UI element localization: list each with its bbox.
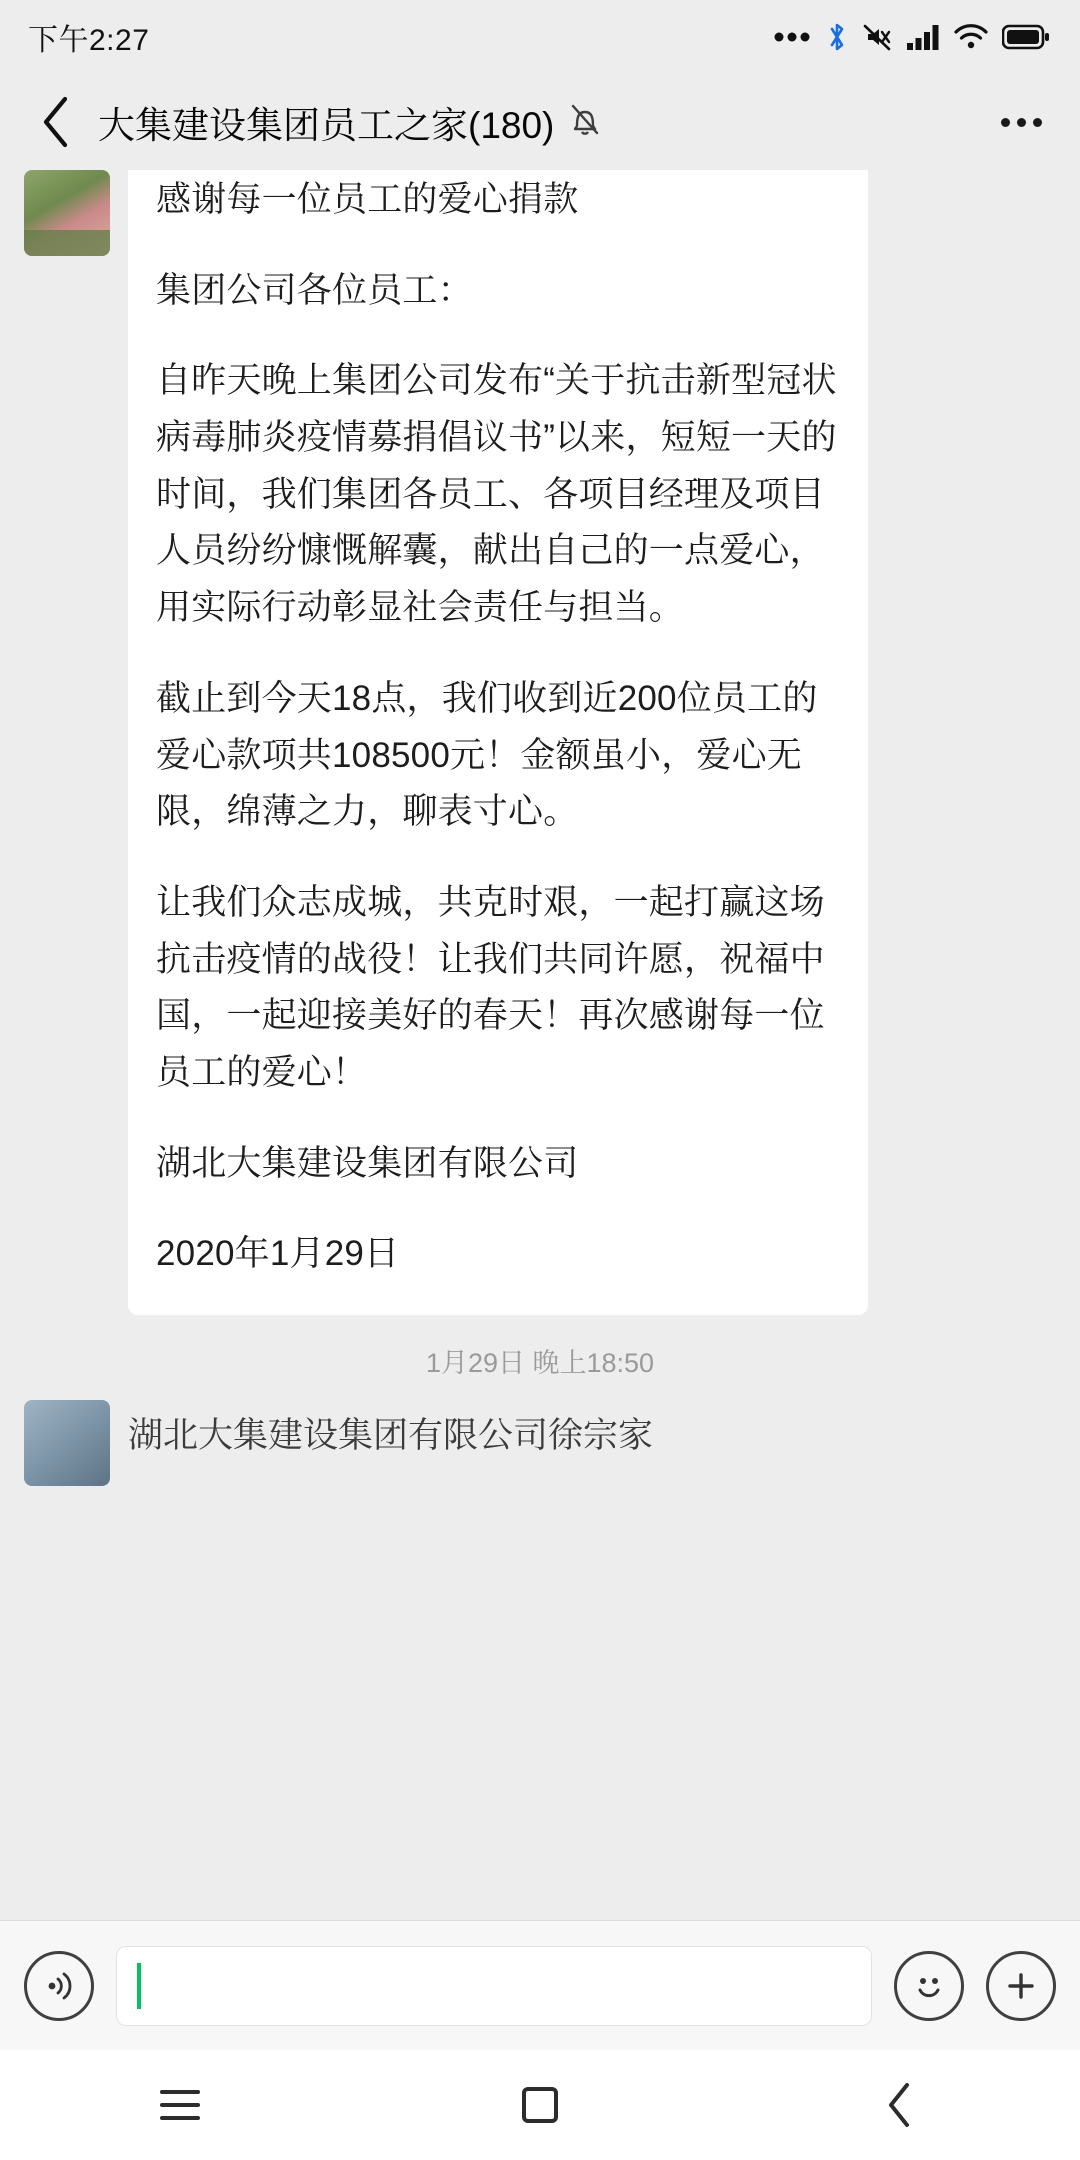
message-timestamp: 1月29日 晚上18:50 [425,1348,655,1378]
avatar[interactable] [24,1400,110,1486]
recents-button[interactable] [120,2050,240,2160]
system-back-button[interactable] [840,2050,960,2160]
battery-icon [1002,24,1050,50]
more-options-button[interactable] [990,94,1052,150]
plus-icon [1001,1966,1041,2006]
message-paragraph: 让我们众志成城，共克时艰，一起打赢这场抗击疫情的战役！让我们共同许愿，祝福中国，一起迎接美好的春天！再次感谢每一位员工的爱心！ [156,882,825,1092]
voice-input-button[interactable] [24,1951,94,2021]
signal-icon [906,23,940,51]
message-item[interactable] [24,1400,1056,1486]
message-item[interactable] [24,170,1056,1315]
bell-muted-icon [568,102,602,143]
more-horizontal-icon [1033,118,1042,127]
back-button[interactable] [28,94,84,150]
page-title: 大集建设集团员工之家(180) [98,105,555,146]
chevron-left-icon [39,95,73,149]
mute-icon [862,22,892,52]
message-list[interactable] [0,170,1080,1920]
title-bar [0,74,1080,170]
more-horizontal-icon [1001,118,1010,127]
sender-name: 湖北大集建设集团有限公司徐宗家 [128,1416,654,1455]
message-paragraph: 自昨天晚上集团公司发布“关于抗击新型冠状病毒肺炎疫情募捐倡议书”以来，短短一天的时间，我们集团各员工、各项目经理及项目人员纷纷慷慨解囊，献出自己的一点爱心，用实际行动彰显社会责任与担当。 [156,361,837,628]
text-caret [137,1963,141,2009]
status-icon-group [772,21,1050,53]
message-paragraph: 感谢每一位员工的爱心捐款 [156,180,579,219]
home-square-icon [522,2087,558,2123]
message-bubble[interactable] [128,170,868,1315]
back-chevron-icon [885,2081,915,2129]
message-paragraph: 集团公司各位员工： [156,270,473,310]
add-attachment-button[interactable] [986,1951,1056,2021]
menu-icon [160,2090,200,2120]
status-bar [0,0,1080,74]
emoji-icon [908,1965,950,2007]
chat-title-group[interactable] [84,95,990,149]
message-text-input[interactable] [116,1946,872,2026]
scroll-fade [0,1880,1080,1920]
bluetooth-icon [826,21,848,53]
avatar[interactable] [24,170,110,256]
message-paragraph: 湖北大集建设集团有限公司 [156,1143,579,1183]
voice-input-icon [40,1967,78,2005]
system-nav-bar [0,2050,1080,2160]
more-dots-icon [772,26,812,48]
message-paragraph: 截止到今天18点，我们收到近200位员工的爱心款项共108500元！金额虽小，爱心无限，绵薄之力，聊表寸心。 [156,678,818,832]
message-paragraph: 2020年1月29日 [156,1234,400,1274]
message-input-bar [0,1920,1080,2050]
wifi-icon [954,24,988,50]
home-button[interactable] [480,2050,600,2160]
emoji-button[interactable] [894,1951,964,2021]
status-time: 下午2:27 [28,24,150,57]
more-horizontal-icon [1017,118,1026,127]
